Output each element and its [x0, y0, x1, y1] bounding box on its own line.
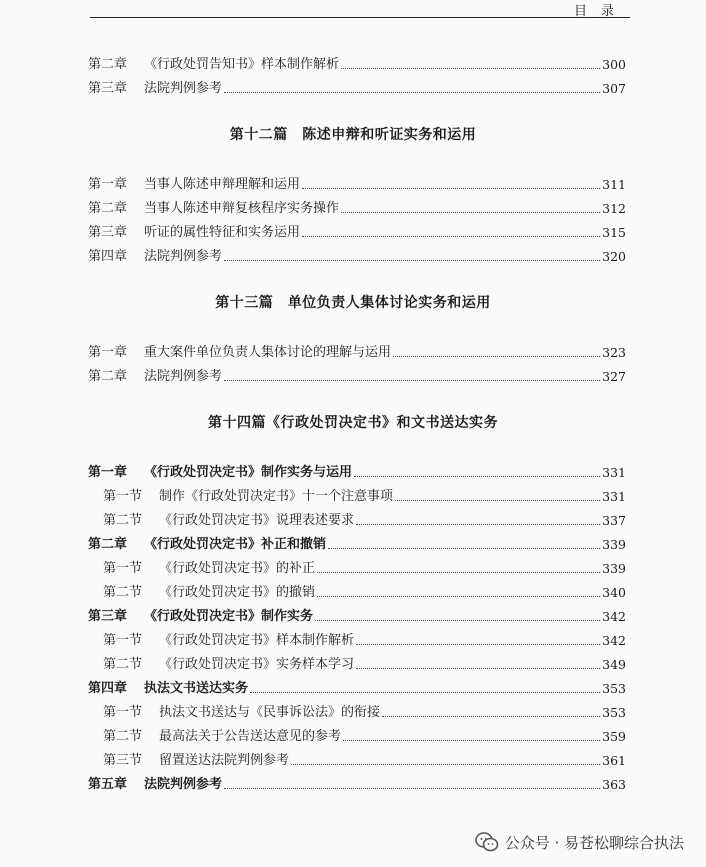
toc-section-row [103, 556, 626, 578]
toc-entry-number: 第三章 [88, 225, 128, 240]
toc-entry-number: 第一节 [103, 633, 143, 648]
toc-entry-title: 当事人陈述申辩复核程序实务操作 [144, 201, 340, 216]
toc-entry-number: 第三章 [88, 81, 128, 96]
toc-entry-number: 第一节 [103, 561, 143, 576]
toc-page-number: 327 [602, 369, 626, 384]
dot-leader [317, 571, 600, 573]
part-heading: 第十三篇 单位负责人集体讨论实务和运用 [215, 295, 491, 311]
toc-page-number: 339 [602, 537, 626, 552]
toc-chapter-row [88, 172, 626, 194]
toc-entry-number: 第二节 [103, 585, 143, 600]
toc-entry-title: 《行政处罚决定书》制作实务 [144, 609, 314, 624]
toc-page-number: 337 [602, 513, 626, 528]
toc-entry-number: 第二章 [88, 201, 128, 216]
toc-chapter-row [88, 364, 626, 386]
toc-page-number: 300 [602, 57, 626, 72]
part-heading: 第十四篇《行政处罚决定书》和文书送达实务 [208, 415, 498, 431]
toc-page-number: 323 [602, 345, 626, 360]
toc-entry-number: 第二章 [88, 537, 128, 552]
toc-entry-number: 第二节 [103, 657, 143, 672]
toc-entry-title: 当事人陈述申辩理解和运用 [144, 177, 301, 192]
toc-entry-title: 留置送达法院判例参考 [159, 753, 290, 768]
toc-chapter-row [88, 340, 626, 362]
dot-leader [343, 739, 600, 741]
toc-entry-number: 第四章 [88, 249, 128, 264]
toc-page-number: 307 [602, 81, 626, 96]
dot-leader [250, 691, 600, 693]
toc-entry-number: 第三节 [103, 753, 143, 768]
toc-entry-title: 最高法关于公告送达意见的参考 [159, 729, 342, 744]
toc-page-number: 340 [602, 585, 626, 600]
toc-entry-number: 第五章 [88, 777, 128, 792]
toc-section-row [103, 652, 626, 674]
toc-chapter-row [88, 220, 626, 242]
dot-leader [354, 475, 600, 477]
toc-page-number: 312 [602, 201, 626, 216]
dot-leader [224, 91, 600, 93]
toc-section-row [103, 748, 626, 770]
toc-chapter-row [88, 244, 626, 266]
toc-entry-number: 第一节 [103, 705, 143, 720]
toc-entry-title: 法院判例参考 [144, 777, 223, 792]
toc-page-number: 363 [602, 777, 626, 792]
toc-page-number: 315 [602, 225, 626, 240]
toc-chapter-row [88, 676, 626, 698]
toc-section-row [103, 484, 626, 506]
dot-leader [341, 67, 600, 69]
dot-leader [224, 379, 600, 381]
toc-section-row [103, 724, 626, 746]
toc-chapter-row [88, 196, 626, 218]
dot-leader [302, 235, 600, 237]
toc-entry-title: 《行政处罚决定书》的补正 [159, 561, 316, 576]
toc-section-row [103, 580, 626, 602]
toc-entry-title: 法院判例参考 [144, 81, 223, 96]
toc-entry-title: 听证的属性特征和实务运用 [144, 225, 301, 240]
toc-entry-title: 法院判例参考 [144, 249, 223, 264]
dot-leader [302, 187, 600, 189]
toc-page-number: 342 [602, 609, 626, 624]
toc-page-number: 331 [602, 465, 626, 480]
toc-entry-title: 《行政处罚决定书》补正和撤销 [144, 537, 327, 552]
running-header: 目录 [573, 4, 628, 19]
part-heading: 第十二篇 陈述申辩和听证实务和运用 [229, 127, 477, 143]
toc-entry-number: 第一章 [88, 465, 128, 480]
dot-leader [382, 715, 600, 717]
toc-entry-number: 第二章 [88, 369, 128, 384]
toc-entry-title: 《行政处罚决定书》样本制作解析 [159, 633, 355, 648]
watermark [475, 831, 684, 853]
toc-entry-title: 《行政处罚决定书》说理表述要求 [159, 513, 355, 528]
toc-page-number: 361 [602, 753, 626, 768]
toc-entry-title: 法院判例参考 [144, 369, 223, 384]
toc-page-number: 339 [602, 561, 626, 576]
toc-chapter-row [88, 604, 626, 626]
toc-entry-number: 第一章 [88, 177, 128, 192]
toc-section-row [103, 628, 626, 650]
toc-chapter-row [88, 76, 626, 98]
dot-leader [224, 787, 600, 789]
toc-chapter-row [88, 460, 626, 482]
toc-page-number: 320 [602, 249, 626, 264]
toc-chapter-row [88, 52, 626, 74]
toc-entry-number: 第二节 [103, 513, 143, 528]
toc-entry-title: 《行政处罚决定书》的撤销 [159, 585, 316, 600]
toc-entry-number: 第一节 [103, 489, 143, 504]
wechat-icon [475, 831, 499, 853]
toc-entry-number: 第二节 [103, 729, 143, 744]
toc-page-number: 349 [602, 657, 626, 672]
toc-entry-title: 《行政处罚告知书》样本制作解析 [144, 57, 340, 72]
toc-entry-title: 制作《行政处罚决定书》十一个注意事项 [159, 489, 394, 504]
toc-entry-title: 《行政处罚决定书》制作实务与运用 [144, 465, 353, 480]
toc-entry-number: 第一章 [88, 345, 128, 360]
toc-page-number: 353 [602, 681, 626, 696]
dot-leader [356, 523, 600, 525]
dot-leader [317, 595, 600, 597]
dot-leader [341, 211, 600, 213]
dot-leader [393, 355, 600, 357]
toc-page-number: 353 [602, 705, 626, 720]
watermark-text: 公众号 · 易苍松聊综合执法 [504, 833, 684, 852]
toc-page-number: 331 [602, 489, 626, 504]
dot-leader [395, 499, 600, 501]
toc-chapter-row [88, 772, 626, 794]
toc-entry-number: 第三章 [88, 609, 128, 624]
dot-leader [224, 259, 600, 261]
dot-leader [356, 667, 600, 669]
toc-entry-title: 执法文书送达与《民事诉讼法》的衔接 [159, 705, 381, 720]
toc-entry-title: 执法文书送达实务 [144, 681, 249, 696]
toc-section-row [103, 508, 626, 530]
toc-page-number: 359 [602, 729, 626, 744]
dot-leader [315, 619, 600, 621]
toc-page-number: 342 [602, 633, 626, 648]
dot-leader [328, 547, 600, 549]
toc-entry-title: 重大案件单位负责人集体讨论的理解与运用 [144, 345, 392, 360]
toc-entry-number: 第四章 [88, 681, 128, 696]
dot-leader [291, 763, 600, 765]
toc-entry-number: 第二章 [88, 57, 128, 72]
dot-leader [356, 643, 600, 645]
toc-section-row [103, 700, 626, 722]
toc-chapter-row [88, 532, 626, 554]
toc-entry-title: 《行政处罚决定书》实务样本学习 [159, 657, 355, 672]
toc-page-number: 311 [602, 177, 626, 192]
